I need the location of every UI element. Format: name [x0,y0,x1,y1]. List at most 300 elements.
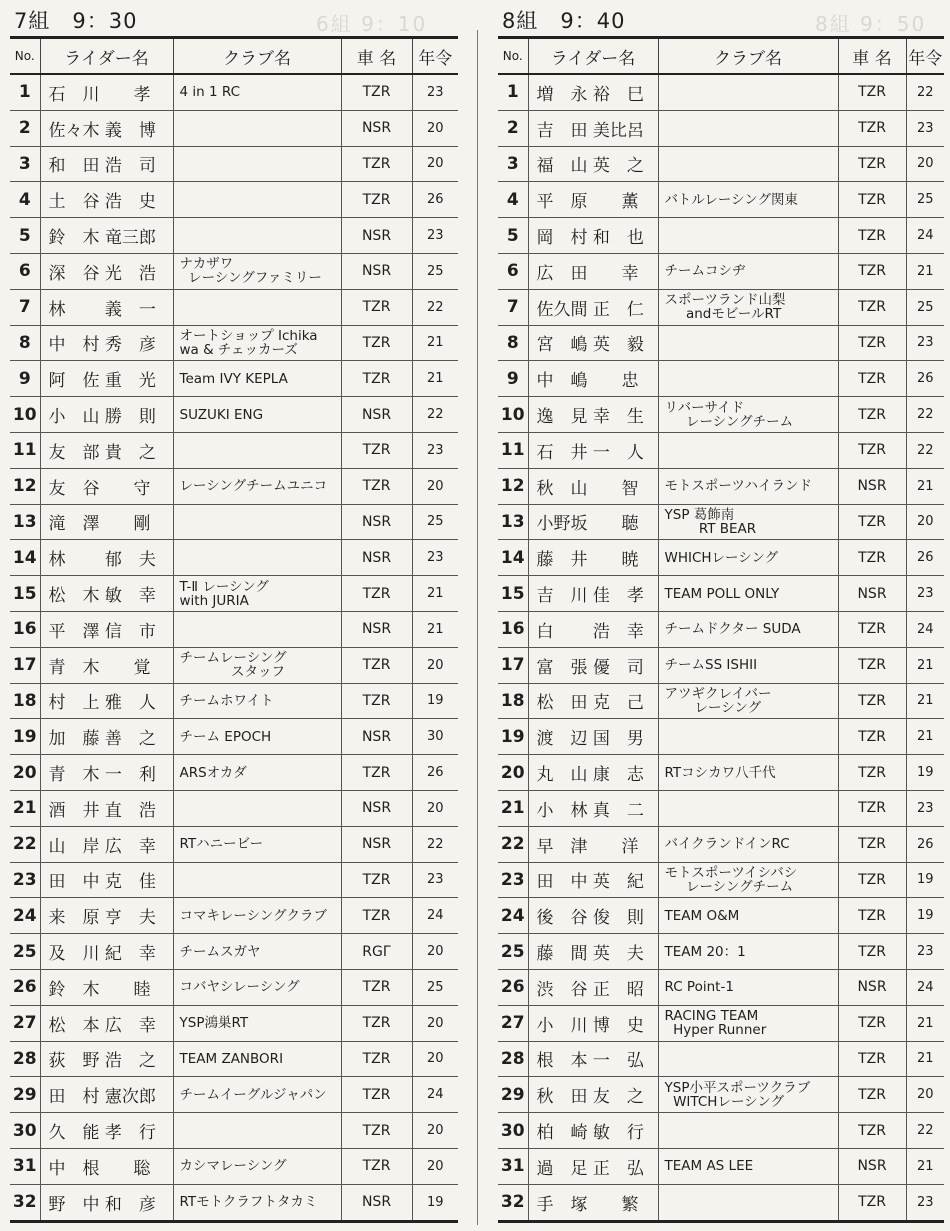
rider-name: 松 木 敏 幸 [40,576,173,612]
vehicle-name: TZR [838,1077,906,1113]
club-name: オートショップ Ichika wa & チェッカーズ [173,325,341,361]
table-row [498,1113,944,1149]
group-heading: 7組 9：30 [14,9,138,33]
entry-number: 26 [10,969,40,1005]
entry-number: 4 [10,182,40,218]
club-name: ARSオカダ [173,755,341,791]
club-name [658,719,838,755]
rider-name: 鈴 木 竜三郎 [40,218,173,254]
table-row [498,397,944,433]
vehicle-name: TZR [838,74,906,110]
vehicle-name: NSR [341,110,412,146]
entry-number: 5 [498,218,528,254]
table-row [498,719,944,755]
entry-number: 12 [10,468,40,504]
entry-number: 9 [498,361,528,397]
table-row [498,969,944,1005]
entry-number: 29 [10,1077,40,1113]
vehicle-name: NSR [838,969,906,1005]
entry-number: 13 [498,504,528,540]
entry-number: 31 [10,1148,40,1184]
vehicle-name: TZR [838,934,906,970]
table-row [10,1184,458,1221]
entry-number: 14 [10,540,40,576]
rider-age: 22 [906,432,944,468]
club-name [658,1184,838,1221]
entry-number: 19 [498,719,528,755]
vehicle-name: TZR [838,611,906,647]
rider-name: 渋 谷 正 昭 [528,969,658,1005]
club-name [658,432,838,468]
club-name: TEAM AS LEE [658,1148,838,1184]
table-row [10,74,458,110]
table-row [498,468,944,504]
rider-name: 吉 川 佳 孝 [528,576,658,612]
table-row [10,146,458,182]
table-row [498,182,944,218]
club-name: チームドクター SUDA [658,611,838,647]
entry-number: 24 [498,898,528,934]
rider-age: 22 [906,74,944,110]
table-row [498,540,944,576]
table-row [10,468,458,504]
rider-name: 白 浩 幸 [528,611,658,647]
rider-age: 22 [412,826,458,862]
table-row [10,719,458,755]
club-name [658,361,838,397]
entry-number: 28 [498,1041,528,1077]
table-row [498,361,944,397]
vehicle-name: TZR [341,468,412,504]
table-row [498,1005,944,1041]
rider-name: 増 永 裕 巳 [528,74,658,110]
vehicle-name: NSR [341,218,412,254]
vehicle-name: NSR [341,397,412,433]
rider-age: 19 [906,898,944,934]
rider-age: 23 [906,934,944,970]
club-name: コバヤシレーシング [173,969,341,1005]
rider-name: 秋 山 智 [528,468,658,504]
vehicle-name: NSR [341,1184,412,1221]
club-name: チームスガヤ [173,934,341,970]
vehicle-name: TZR [838,146,906,182]
header-no: No. [10,38,40,75]
club-name [173,182,341,218]
rider-name: 村 上 雅 人 [40,683,173,719]
club-name: モトスポーツイシバシ レーシングチーム [658,862,838,898]
rider-age: 19 [906,862,944,898]
entry-number: 4 [498,182,528,218]
rider-name: 田 中 英 紀 [528,862,658,898]
entry-number: 10 [10,397,40,433]
rider-age: 20 [412,1113,458,1149]
club-name [658,218,838,254]
rider-age: 26 [906,826,944,862]
entry-number: 20 [498,755,528,791]
table-row [10,683,458,719]
entry-number: 3 [10,146,40,182]
entry-number: 6 [10,253,40,289]
header-row [10,38,458,75]
rider-name: 渡 辺 国 男 [528,719,658,755]
entry-number: 1 [498,74,528,110]
rider-name: 滝 澤 剛 [40,504,173,540]
entry-number: 27 [498,1005,528,1041]
rider-name: 来 原 亨 夫 [40,898,173,934]
rider-name: 平 原 薫 [528,182,658,218]
club-name: チームホワイト [173,683,341,719]
rider-age: 20 [412,934,458,970]
entry-number: 10 [498,397,528,433]
rider-age: 25 [412,253,458,289]
rider-age: 19 [412,1184,458,1221]
rider-name: 深 谷 光 浩 [40,253,173,289]
vehicle-name: TZR [838,898,906,934]
rider-age: 25 [906,182,944,218]
club-name [173,146,341,182]
vehicle-name: TZR [838,289,906,325]
rider-age: 23 [906,576,944,612]
vehicle-name: TZR [838,1041,906,1077]
vehicle-name: TZR [341,1041,412,1077]
entry-number: 14 [498,540,528,576]
club-name: チームコシヂ [658,253,838,289]
entry-number: 21 [498,790,528,826]
table-row [498,790,944,826]
rider-table [10,36,458,1223]
entry-number: 26 [498,969,528,1005]
rider-name: 早 津 洋 [528,826,658,862]
vehicle-name: TZR [341,182,412,218]
club-name: ナカザワ レーシングファミリー [173,253,341,289]
rider-name: 青 木 一 利 [40,755,173,791]
header-rider: ライダー名 [528,38,658,75]
table-row [10,755,458,791]
rider-age: 20 [412,110,458,146]
rider-name: 友 谷 守 [40,468,173,504]
club-name [173,611,341,647]
table-row [498,862,944,898]
entry-number: 6 [498,253,528,289]
rider-name: 吉 田 美比呂 [528,110,658,146]
rider-age: 20 [412,647,458,683]
rider-age: 20 [412,790,458,826]
rider-age: 20 [906,146,944,182]
table-row [10,826,458,862]
vehicle-name: TZR [341,1005,412,1041]
vehicle-name: TZR [838,397,906,433]
rider-name: 藤 井 暁 [528,540,658,576]
entry-number: 8 [10,325,40,361]
vehicle-name: TZR [341,289,412,325]
rider-age: 22 [412,397,458,433]
vehicle-name: RGΓ [341,934,412,970]
table-row [498,934,944,970]
header-car: 車 名 [838,38,906,75]
vehicle-name: TZR [341,969,412,1005]
entry-number: 23 [498,862,528,898]
rider-age: 26 [412,182,458,218]
rider-name: 中 嶋 忠 [528,361,658,397]
vehicle-name: NSR [341,826,412,862]
entry-number: 32 [12,1192,37,1213]
rider-name: 佐久間 正 仁 [528,289,658,325]
vehicle-name: TZR [341,1077,412,1113]
table-row [10,218,458,254]
rider-name: 宮 嶋 英 毅 [528,325,658,361]
rider-age: 21 [412,325,458,361]
rider-age: 23 [412,74,458,110]
rider-name: 手 塚 繁 [528,1184,658,1221]
rider-age: 21 [906,468,944,504]
header-rider: ライダー名 [40,38,173,75]
rider-name: 及 川 紀 幸 [40,934,173,970]
rider-age: 21 [906,683,944,719]
rider-age: 24 [412,1077,458,1113]
entry-number: 31 [498,1148,528,1184]
club-name [658,325,838,361]
table-row [498,146,944,182]
rider-age: 25 [412,969,458,1005]
entry-number: 22 [10,826,40,862]
vehicle-name: TZR [341,432,412,468]
rider-age: 21 [906,1041,944,1077]
table-row [10,1077,458,1113]
club-name: チームSS ISHII [658,647,838,683]
table-row [498,611,944,647]
rider-name: 田 村 憲次郎 [40,1077,173,1113]
club-name: RTモトクラフトタカミ [173,1184,341,1221]
vehicle-name: TZR [341,683,412,719]
club-name: バイクランドインRC [658,826,838,862]
entry-number: 18 [498,683,528,719]
table-body [498,74,944,1221]
column-divider [477,30,478,1225]
vehicle-name: TZR [838,790,906,826]
rider-age: 21 [906,647,944,683]
rider-name: 林 郁 夫 [40,540,173,576]
rider-name: 野 中 和 彦 [40,1184,173,1221]
vehicle-name: TZR [341,1113,412,1149]
table-body [10,74,458,1221]
rider-age: 21 [412,576,458,612]
club-name: TEAM O&M [658,898,838,934]
entry-number: 5 [10,218,40,254]
rider-name: 松 本 広 幸 [40,1005,173,1041]
entry-number: 1 [10,74,40,110]
rider-name: 田 中 克 佳 [40,862,173,898]
rider-age: 23 [906,110,944,146]
club-name [658,110,838,146]
table-row [498,826,944,862]
rider-age: 23 [906,325,944,361]
table-row [498,1148,944,1184]
club-name: TEAM 20：1 [658,934,838,970]
rider-name: 小 川 博 史 [528,1005,658,1041]
table-row [10,397,458,433]
rider-name: 青 木 覚 [40,647,173,683]
club-name: カシマレーシング [173,1148,341,1184]
vehicle-name: NSR [341,611,412,647]
rider-name: 逸 見 幸 生 [528,397,658,433]
club-name: RTハニービー [173,826,341,862]
vehicle-name: NSR [341,790,412,826]
club-name: WHICHレーシング [658,540,838,576]
rider-name: 山 岸 広 幸 [40,826,173,862]
header-no: No. [498,38,528,75]
vehicle-name: TZR [838,1113,906,1149]
entry-number: 25 [498,934,528,970]
rider-age: 21 [906,1148,944,1184]
rider-age: 24 [412,898,458,934]
entry-number: 2 [10,110,40,146]
group-7 [10,0,458,1223]
rider-age: 20 [412,1148,458,1184]
entry-number: 2 [498,110,528,146]
club-name [173,432,341,468]
rider-name: 小野坂 聴 [528,504,658,540]
table-row [498,576,944,612]
rider-name: 後 谷 俊 則 [528,898,658,934]
rider-age: 20 [412,1005,458,1041]
vehicle-name: TZR [341,146,412,182]
club-name: チームレーシング スタッフ [173,647,341,683]
table-row [10,110,458,146]
entry-number: 25 [10,934,40,970]
club-name [173,862,341,898]
rider-name: 広 田 幸 [528,253,658,289]
show-through-text-left: 6組 9：10 [316,12,428,36]
table-row [498,1041,944,1077]
club-name: RC Point-1 [658,969,838,1005]
table-row [10,898,458,934]
table-row [498,683,944,719]
table-row [10,790,458,826]
rider-age: 30 [412,719,458,755]
rider-name: 和 田 浩 司 [40,146,173,182]
club-name: スポーツランド山梨 andモビールRT [658,289,838,325]
header-age: 年令 [412,38,458,75]
entry-number: 20 [10,755,40,791]
club-name [658,790,838,826]
rider-age: 21 [906,1005,944,1041]
entry-number: 23 [10,862,40,898]
vehicle-name: TZR [341,755,412,791]
rider-name: 酒 井 直 浩 [40,790,173,826]
rider-age: 21 [906,253,944,289]
rider-name: 中 根 聡 [40,1148,173,1184]
vehicle-name: TZR [838,683,906,719]
table-row [10,361,458,397]
rider-age: 23 [906,790,944,826]
rider-age: 26 [906,540,944,576]
rider-name: 佐々木 義 博 [40,110,173,146]
club-name: アツギクレイバー レーシング [658,683,838,719]
club-name: YSP小平スポーツクラブ WITCHレーシング [658,1077,838,1113]
table-row [498,647,944,683]
club-name: YSP 葛飾南 RT BEAR [658,504,838,540]
club-name: チームイーグルジャパン [173,1077,341,1113]
entry-number: 9 [10,361,40,397]
rider-age: 22 [906,1113,944,1149]
vehicle-name: NSR [341,253,412,289]
entry-number: 28 [10,1041,40,1077]
rider-name: 加 藤 善 之 [40,719,173,755]
entry-number: 11 [498,432,528,468]
rider-age: 23 [412,218,458,254]
club-name: TEAM POLL ONLY [658,576,838,612]
header-club: クラブ名 [173,38,341,75]
club-name: 4 in 1 RC [173,74,341,110]
table-row [10,289,458,325]
table-row [498,1077,944,1113]
rider-name: 藤 間 英 夫 [528,934,658,970]
rider-age: 23 [412,432,458,468]
table-row [498,504,944,540]
vehicle-name: TZR [838,1184,906,1221]
vehicle-name: TZR [838,325,906,361]
rider-table [498,36,944,1223]
vehicle-name: NSR [341,540,412,576]
entry-number: 32 [500,1192,525,1213]
rider-name: 柏 崎 敏 行 [528,1113,658,1149]
table-row [10,862,458,898]
club-name: RTコシカワ八千代 [658,755,838,791]
table-row [498,218,944,254]
rider-age: 23 [906,1184,944,1221]
table-row [10,934,458,970]
vehicle-name: TZR [838,432,906,468]
vehicle-name: TZR [838,826,906,862]
rider-name: 石 川 孝 [40,74,173,110]
entry-number: 13 [10,504,40,540]
rider-age: 24 [906,218,944,254]
entry-number: 15 [10,576,40,612]
rider-age: 22 [412,289,458,325]
entry-number: 11 [10,432,40,468]
rider-age: 24 [906,969,944,1005]
rider-age: 26 [906,361,944,397]
rider-name: 平 澤 信 市 [40,611,173,647]
club-name: モトスポーツハイランド [658,468,838,504]
rider-name: 友 部 貴 之 [40,432,173,468]
vehicle-name: TZR [838,719,906,755]
vehicle-name: TZR [838,182,906,218]
vehicle-name: TZR [838,755,906,791]
vehicle-name: TZR [341,647,412,683]
table-row [498,74,944,110]
vehicle-name: NSR [341,719,412,755]
rider-name: 阿 佐 重 光 [40,361,173,397]
table-row [10,432,458,468]
rider-name: 鈴 木 睦 [40,969,173,1005]
table-row [10,1041,458,1077]
table-row [10,182,458,218]
entry-number: 12 [498,468,528,504]
vehicle-name: TZR [838,504,906,540]
club-name [173,289,341,325]
table-row [498,755,944,791]
club-name: RACING TEAM Hyper Runner [658,1005,838,1041]
table-row [498,898,944,934]
header-car: 車 名 [341,38,412,75]
entry-number: 7 [10,289,40,325]
vehicle-name: NSR [838,576,906,612]
table-row [10,1113,458,1149]
header-club: クラブ名 [658,38,838,75]
entry-number: 18 [10,683,40,719]
rider-age: 21 [906,719,944,755]
